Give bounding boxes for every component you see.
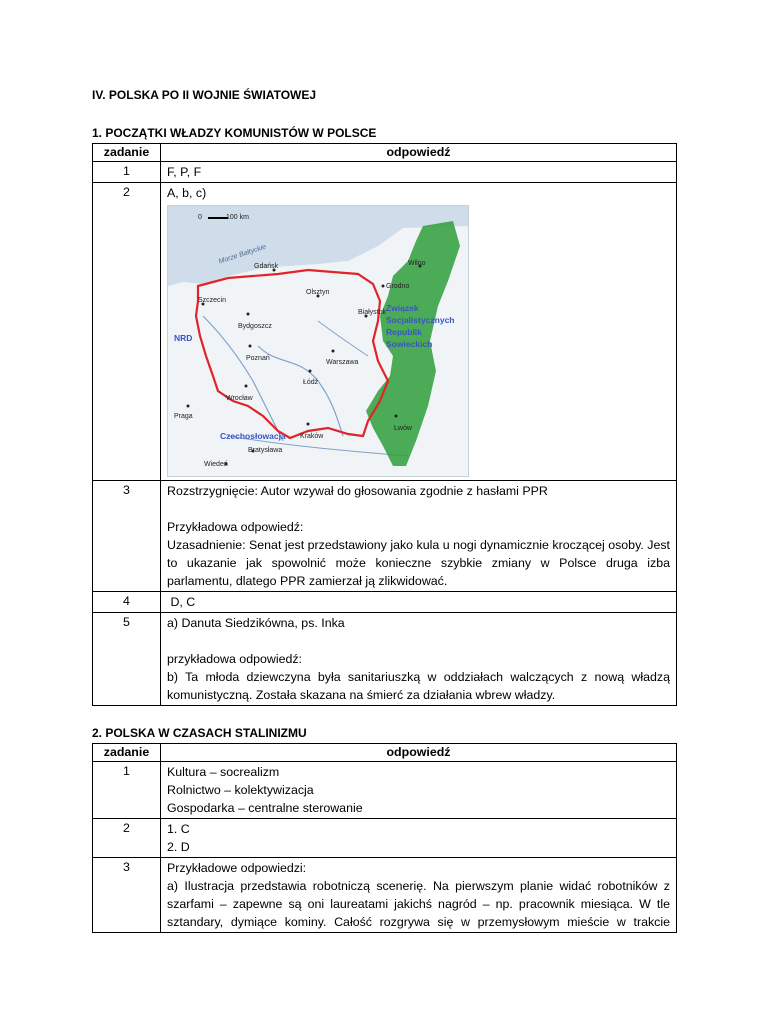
answer-text: Kultura – socrealizm: [167, 765, 280, 779]
table-header-row: [93, 144, 677, 162]
task-number: 2: [93, 183, 161, 481]
river-bug: [318, 321, 368, 356]
zssr-line: Związek: [386, 303, 419, 313]
part2-table: [92, 743, 677, 933]
part1-table: [92, 143, 677, 706]
poland-map: [167, 205, 469, 477]
part1-title: 1. POCZĄTKI WŁADZY KOMUNISTÓW W POLSCE: [92, 126, 377, 140]
city-label: Bratysława: [248, 447, 283, 454]
task-number: 3: [93, 481, 161, 592]
table-header-row: [93, 744, 677, 762]
zssr-line: Socjalistycznych: [386, 315, 455, 325]
country-label-nrd: NRD: [174, 333, 193, 343]
answer-text: Gospodarka – centralne sterowanie: [167, 801, 363, 815]
city-label: Praga: [174, 413, 193, 420]
col-answer-header: odpowiedź: [161, 744, 677, 762]
answer-text: Rolnictwo – kolektywizacja: [167, 783, 314, 797]
city-label: Wrocław: [226, 395, 253, 402]
city-label: Poznań: [246, 355, 270, 362]
answer-text: a) Danuta Siedzikówna, ps. Inka: [167, 616, 345, 630]
table-row: [93, 762, 677, 819]
table-row: [93, 858, 677, 933]
city-label: Bydgoszcz: [238, 323, 272, 330]
task-number: 2: [93, 819, 161, 858]
sea-label: Morze Bałtyckie: [217, 243, 268, 266]
country-label-czechoslowacja: Czechosłowacja: [220, 431, 286, 441]
col-task-header: zadanie: [93, 744, 161, 762]
city-label: Gdańsk: [254, 263, 279, 270]
answer-text: 2. D: [167, 840, 190, 854]
city-label: Kraków: [300, 433, 324, 440]
answer-text: b) Ta młoda dziewczyna była sanitariuszką w oddziałach walczących z nową władzą komunistyczną. Została skazana na śmierć za działania wbrew władzy.: [167, 670, 670, 702]
city-label: Łódź: [303, 379, 319, 386]
table-row: [93, 613, 677, 706]
city-label: Olsztyn: [306, 289, 330, 296]
answer-text: a) Ilustracja przedstawia robotniczą scenerię. Na pierwszym planie widać robotników z szarfami – zapewne są oni laureatami jakichś nagród – np. pracownik miesiąca. W tle sztandary, dymiące kominy. Całość rozgrywa się w przemysłowym mieście w trakcie: [167, 879, 670, 929]
answer-cell: D, C: [161, 592, 677, 613]
city-label: Białystok: [358, 309, 387, 316]
answer-text: A, b, c): [167, 186, 207, 200]
answer-cell: [161, 613, 677, 706]
city-label: Szczecin: [198, 297, 227, 304]
section-title: IV. POLSKA PO II WOJNIE ŚWIATOWEJ: [92, 88, 317, 102]
city-label: Wiedeń: [204, 461, 228, 468]
col-answer-header: odpowiedź: [161, 144, 677, 162]
task-number: 1: [93, 162, 161, 183]
scale-zero: 0: [198, 214, 202, 221]
city-label: Warszawa: [326, 359, 359, 366]
answer-cell: F, P, F: [161, 162, 677, 183]
table-row: [93, 162, 677, 183]
task-number: 3: [93, 858, 161, 933]
col-task-header: zadanie: [93, 144, 161, 162]
answer-cell: [161, 481, 677, 592]
part2-title: 2. POLSKA W CZASACH STALINIZMU: [92, 726, 307, 740]
answer-cell: [161, 858, 677, 933]
city-label: Lwów: [394, 425, 412, 432]
answer-cell: [161, 183, 677, 481]
table-row: [93, 481, 677, 592]
answer-cell: [161, 762, 677, 819]
answer-text: Uzasadnienie: Senat jest przedstawiony jako kula u nogi dynamicznie kroczącej osoby. Jest to ukazanie jak spowolnić może konieczne szybkie zmiany w Polsce druga izba parlamentu, dlatego PPR zamierzał ją zlikwidować.: [167, 538, 670, 588]
table-row: [93, 183, 677, 481]
city-label: Grodno: [386, 283, 410, 290]
task-number: 5: [93, 613, 161, 706]
scale-label: 100 km: [226, 214, 249, 221]
answer-text: Przykładowa odpowiedź:: [167, 520, 304, 534]
table-row: [93, 592, 677, 613]
table-row: [93, 819, 677, 858]
city-label: Wilno: [408, 260, 426, 267]
answer-text: Rozstrzygnięcie: Autor wzywał do głosowania zgodnie z hasłami PPR: [167, 484, 548, 498]
answer-text: Przykładowe odpowiedzi:: [167, 861, 307, 875]
task-number: 4: [93, 592, 161, 613]
zssr-line: Sowieckich: [386, 339, 433, 349]
zssr-line: Republik: [386, 327, 422, 337]
answer-text: przykładowa odpowiedź:: [167, 652, 302, 666]
country-label-zssr: [386, 302, 455, 350]
answer-cell: [161, 819, 677, 858]
task-number: 1: [93, 762, 161, 819]
answer-text: 1. C: [167, 822, 190, 836]
